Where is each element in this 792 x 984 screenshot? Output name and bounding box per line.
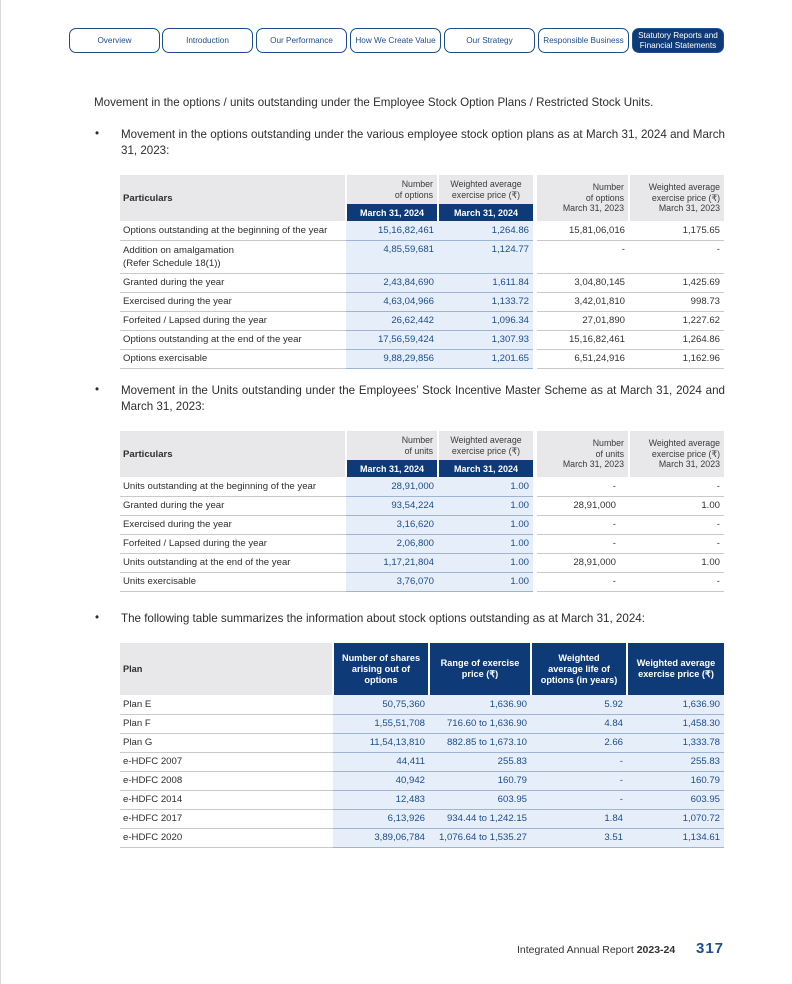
particulars-header: Particulars: [120, 175, 346, 221]
table-row: Exercised during the year 4,63,04,966 1,133.72 3,42,01,810 998.73: [120, 292, 724, 311]
table-row: Granted during the year 93,54,224 1.00 28,91,000 1.00: [120, 496, 724, 515]
table-row: Plan E 50,75,360 1,636.90 5.92 1,636.90: [120, 695, 724, 714]
table-row: Forfeited / Lapsed during the year 26,62,442 1,096.34 27,01,890 1,227.62: [120, 311, 724, 330]
table-row: Options exercisable 9,88,29,856 1,201.65 6,51,24,916 1,162.96: [120, 349, 724, 368]
range-header: Range of exercise price (₹): [429, 643, 531, 695]
tab-responsible-business[interactable]: Responsible Business: [538, 28, 629, 53]
table-row: e-HDFC 2008 40,942 160.79 - 160.79: [120, 771, 724, 790]
units-movement-table: [120, 431, 724, 592]
col-price-header: Weighted average exercise price (₹): [438, 431, 533, 460]
date-header: March 31, 2024: [438, 460, 533, 477]
table-row: Units outstanding at the end of the year 1,17,21,804 1.00 28,91,000 1.00: [120, 553, 724, 572]
tab-our-performance[interactable]: Our Performance: [256, 28, 347, 53]
bullet-text-2: Movement in the Units outstanding under the Employees’ Stock Incentive Master Scheme as at March 31, 2024 and March 31, 2023:: [121, 384, 725, 413]
col-price-header: Weighted average exercise price (₹): [438, 175, 533, 204]
col-price-prev-header: Weighted average exercise price (₹) March 31, 2023: [629, 175, 724, 221]
date-header: March 31, 2024: [346, 460, 438, 477]
life-header: Weighted average life of options (in years): [531, 643, 627, 695]
col-price-prev-header: Weighted average exercise price (₹) March 31, 2023: [629, 431, 724, 477]
table-row: Plan F 1,55,51,708 716.60 to 1,636.90 4.84 1,458.30: [120, 714, 724, 733]
bullet-text-3: The following table summarizes the information about stock options outstanding as at March 31, 2024:: [121, 612, 645, 625]
bullet-marker: •: [95, 127, 100, 140]
table-row: Exercised during the year 3,16,620 1.00 - -: [120, 515, 724, 534]
table-row: Options outstanding at the end of the year 17,56,59,424 1,307.93 15,16,82,461 1,264.86: [120, 330, 724, 349]
stock-options-summary-table: [120, 643, 724, 848]
table-row: Forfeited / Lapsed during the year 2,06,800 1.00 - -: [120, 534, 724, 553]
tab-our-strategy[interactable]: Our Strategy: [444, 28, 535, 53]
shares-header: Number of shares arising out of options: [333, 643, 429, 695]
table-row: Addition on amalgamation (Refer Schedule 18(1)) 4,85,59,681 1,124.77 - -: [120, 240, 724, 273]
table-row: Granted during the year 2,43,84,690 1,611.84 3,04,80,145 1,425.69: [120, 273, 724, 292]
tab-overview[interactable]: Overview: [69, 28, 160, 53]
particulars-header: Particulars: [120, 431, 346, 477]
intro-text: Movement in the options / units outstanding under the Employee Stock Option Plans / Restricted Stock Units.: [94, 96, 654, 109]
plan-header: Plan: [120, 643, 333, 695]
table-row: e-HDFC 2007 44,411 255.83 - 255.83: [120, 752, 724, 771]
table-row: Options outstanding at the beginning of the year 15,16,82,461 1,264.86 15,81,06,016 1,175.65: [120, 221, 724, 240]
tab-introduction[interactable]: Introduction: [162, 28, 253, 53]
table-row: e-HDFC 2020 3,89,06,784 1,076.64 to 1,535.27 3.51 1,134.61: [120, 828, 724, 847]
avg-price-header: Weighted average exercise price (₹): [627, 643, 724, 695]
table-row: Units outstanding at the beginning of the year 28,91,000 1.00 - -: [120, 477, 724, 496]
date-header: March 31, 2024: [346, 204, 438, 221]
table-row: Plan G 11,54,13,810 882.85 to 1,673.10 2.66 1,333.78: [120, 733, 724, 752]
page-edge: [0, 0, 1, 984]
options-movement-table: [120, 175, 724, 369]
footer-text: Integrated Annual Report 2023-24: [517, 944, 676, 956]
bullet-marker: •: [95, 611, 100, 624]
tab-statutory-reports[interactable]: Statutory Reports and Financial Statements: [632, 28, 724, 53]
page-number: 317: [696, 940, 725, 957]
bullet-marker: •: [95, 383, 100, 396]
table-row: e-HDFC 2017 6,13,926 934.44 to 1,242.15 1.84 1,070.72: [120, 809, 724, 828]
col-number-header: Number of units: [346, 431, 438, 460]
col-number-header: Number of options: [346, 175, 438, 204]
table-row: Units exercisable 3,76,070 1.00 - -: [120, 572, 724, 591]
col-number-prev-header: Number of units March 31, 2023: [537, 431, 629, 477]
col-number-prev-header: Number of options March 31, 2023: [537, 175, 629, 221]
tab-how-we-create-value[interactable]: How We Create Value: [350, 28, 441, 53]
bullet-text-1: Movement in the options outstanding under the various employee stock option plans as at March 31, 2024 and March 31, 2023:: [121, 128, 725, 157]
table-row: e-HDFC 2014 12,483 603.95 - 603.95: [120, 790, 724, 809]
date-header: March 31, 2024: [438, 204, 533, 221]
